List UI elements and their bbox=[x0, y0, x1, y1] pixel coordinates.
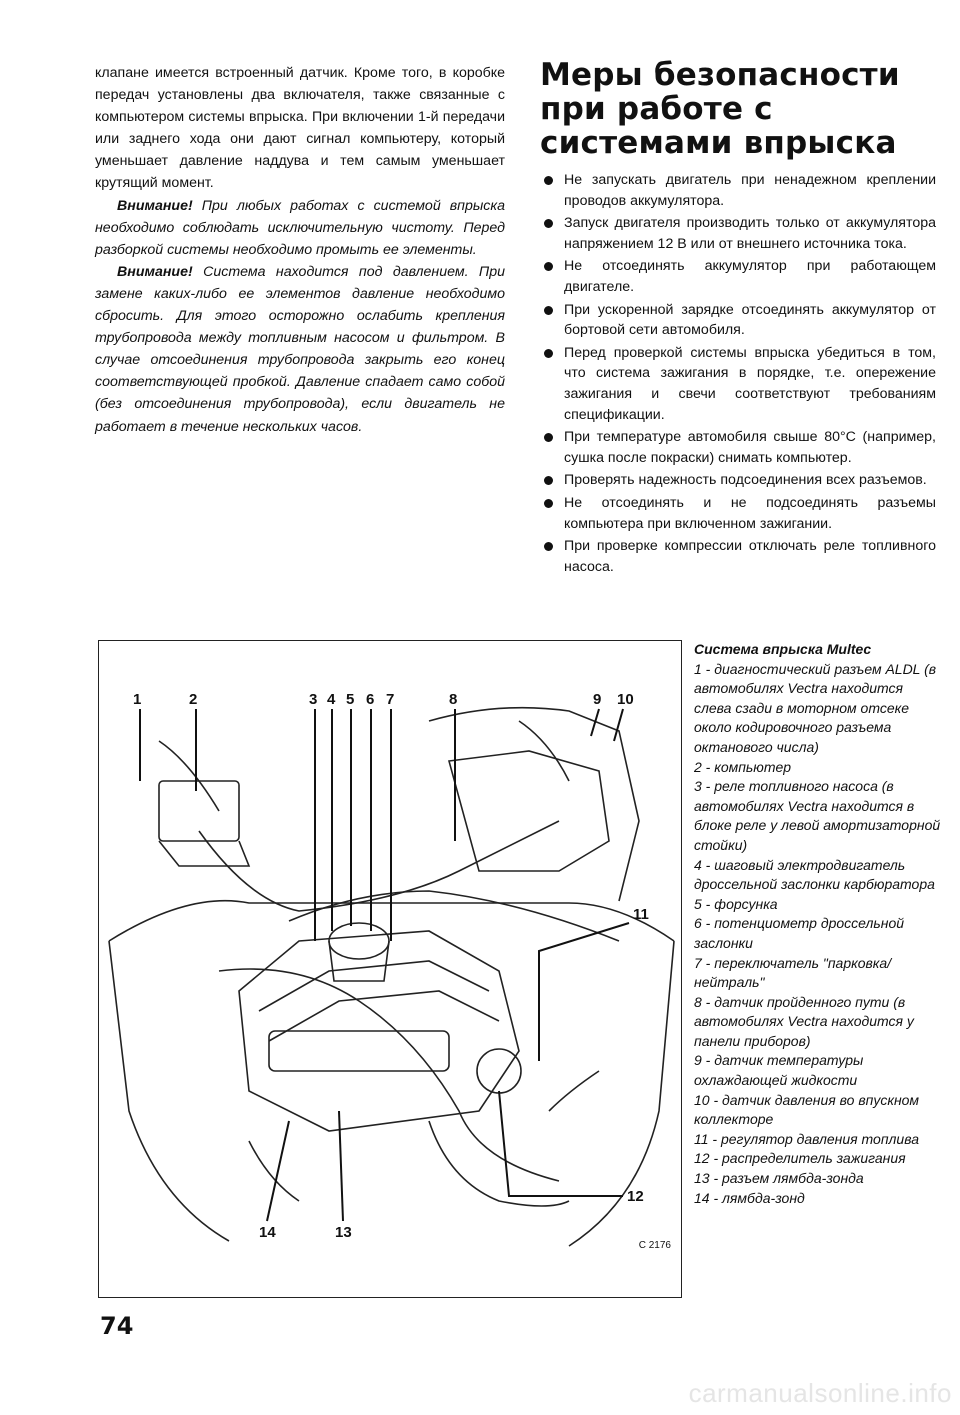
callout-12: 12 bbox=[627, 1188, 644, 1205]
caption-item: 3 - реле топливного насоса (в автомобилях Vectra находится в блоке реле у левой амортизаторной стойки) bbox=[694, 778, 941, 853]
figure-code: C 2176 bbox=[638, 1240, 671, 1251]
distributor bbox=[477, 1049, 521, 1093]
page-number: 74 bbox=[100, 1312, 134, 1340]
callout-2: 2 bbox=[189, 691, 198, 708]
safety-rule: При ускоренной зарядке отсоединять аккумулятор от бортовой сети автомобиля. bbox=[540, 300, 936, 341]
safety-rule: Запуск двигателя производить только от аккумулятора напряжением 12 В или от внешнего источника тока. bbox=[540, 213, 936, 254]
caption-item: 14 - лямбда-зонд bbox=[694, 1189, 805, 1206]
safety-rule: Не отсоединять аккумулятор при работающем двигателе. bbox=[540, 256, 936, 297]
warning-paragraph-2 bbox=[95, 261, 505, 438]
caption-item: 2 - компьютер bbox=[694, 758, 792, 775]
callout-1: 1 bbox=[133, 691, 142, 708]
caption-item: 7 - переключатель "парковка/нейтраль" bbox=[694, 954, 892, 991]
bullet-icon bbox=[544, 176, 553, 185]
upper-component bbox=[449, 751, 609, 871]
caption-item: 5 - форсунка bbox=[694, 895, 778, 912]
section-heading: Меры безопасности при работе с системами впрыска bbox=[540, 57, 900, 161]
bullet-icon bbox=[544, 262, 553, 271]
caption-item: 4 - шаговый электродвигатель дроссельной заслонки карбюратора bbox=[694, 856, 935, 893]
caption-item: 1 - диагностический разъем ALDL (в автомобилях Vectra находится слева сзади в моторном отсеке около кодировочного разъема октанового числа) bbox=[694, 660, 937, 755]
bullet-icon bbox=[544, 306, 553, 315]
engine-drawing bbox=[99, 641, 683, 1299]
safety-rule: Не отсоединять и не подсоединять разъемы компьютера при включенном зажигании. bbox=[540, 493, 936, 534]
callout-3: 3 bbox=[309, 691, 318, 708]
callout-4: 4 bbox=[327, 691, 336, 708]
callout-14: 14 bbox=[259, 1224, 276, 1241]
caption-item: 8 - датчик пройденного пути (в автомобилях Vectra находится у панели приборов) bbox=[694, 993, 914, 1049]
caption-item: 12 - распределитель зажигания bbox=[694, 1150, 906, 1167]
safety-rule: При проверке компрессии отключать реле топливного насоса. bbox=[540, 536, 936, 577]
figure-caption bbox=[694, 640, 944, 1208]
callout-8: 8 bbox=[449, 691, 458, 708]
bullet-icon bbox=[544, 219, 553, 228]
caption-item: 10 - датчик давления во впускном коллекторе bbox=[694, 1091, 920, 1128]
callout-10: 10 bbox=[617, 691, 634, 708]
throttle-body bbox=[329, 923, 389, 959]
safety-rule: Перед проверкой системы впрыска убедиться в том, что система зажигания в порядке, т.е. опережение зажигания и свечи соответствуют требованиям спецификации. bbox=[540, 343, 936, 425]
left-fender bbox=[109, 941, 229, 1241]
right-fender bbox=[569, 941, 674, 1246]
callout-11: 11 bbox=[633, 906, 649, 923]
bullet-icon bbox=[544, 499, 553, 508]
caption-item: 6 - потенциометр дроссельной заслонки bbox=[694, 915, 905, 951]
bullet-icon bbox=[544, 433, 553, 442]
callout-5: 5 bbox=[346, 691, 355, 708]
warning-label-2: Внимание! bbox=[117, 263, 193, 280]
right-column bbox=[540, 58, 936, 579]
left-column bbox=[95, 62, 505, 438]
safety-rule: Не запускать двигатель при ненадежном креплении проводов аккумулятора. bbox=[540, 170, 936, 211]
safety-rule: Проверять надежность подсоединения всех разъемов. bbox=[540, 470, 936, 491]
caption-item: 11 - регулятор давления топлива bbox=[694, 1130, 920, 1147]
caption-item: 9 - датчик температуры охлаждающей жидкости bbox=[694, 1052, 864, 1089]
valve-cover bbox=[269, 1031, 449, 1071]
warning-text-2: Система находится под давлением. При замене каких-либо ее элементов давление необходимо сбросить. Для этого осторожно ослабить крепления трубопровода между топливным насосом и фильтром. В случае отсоединения трубопровода закрыть его конец соответствующей пробкой. Давление спадает само собой (без отсоединения трубопровода), если двигатель не работает в течение нескольких часов. bbox=[95, 263, 505, 435]
callout-9: 9 bbox=[593, 691, 602, 708]
caption-item: 13 - разъем лямбда-зонда bbox=[694, 1170, 864, 1187]
bullet-icon bbox=[544, 349, 553, 358]
warning-label-1: Внимание! bbox=[117, 197, 193, 214]
warning-paragraph-1 bbox=[95, 195, 505, 261]
intro-paragraph: клапане имеется встроенный датчик. Кроме того, в коробке передач установлены два включателя, также связанные с компьютером системы впрыска. При включении 1-й передачи или заднего хода они дают сигнал компьютеру, который уменьшает давление наддува и тем самым уменьшает крутящий момент. bbox=[95, 65, 505, 192]
bullet-icon bbox=[544, 476, 553, 485]
bullet-icon bbox=[544, 542, 553, 551]
safety-rules-list bbox=[540, 170, 936, 577]
engine-bay-illustration bbox=[98, 640, 682, 1298]
warning-text-1: При любых работах с системой впрыска необходимо соблюдать исключительную чистоту. Перед разборкой системы необходимо промыть ее элементы. bbox=[95, 197, 505, 258]
callout-6: 6 bbox=[366, 691, 375, 708]
callout-13: 13 bbox=[335, 1224, 352, 1241]
caption-title: Система впрыска Multec bbox=[694, 641, 872, 657]
watermark: carmanualsonline.info bbox=[688, 1378, 952, 1408]
callout-7: 7 bbox=[386, 691, 395, 708]
safety-rule: При температуре автомобиля свыше 80°C (например, сушка после покраски) снимать компьютер. bbox=[540, 427, 936, 468]
